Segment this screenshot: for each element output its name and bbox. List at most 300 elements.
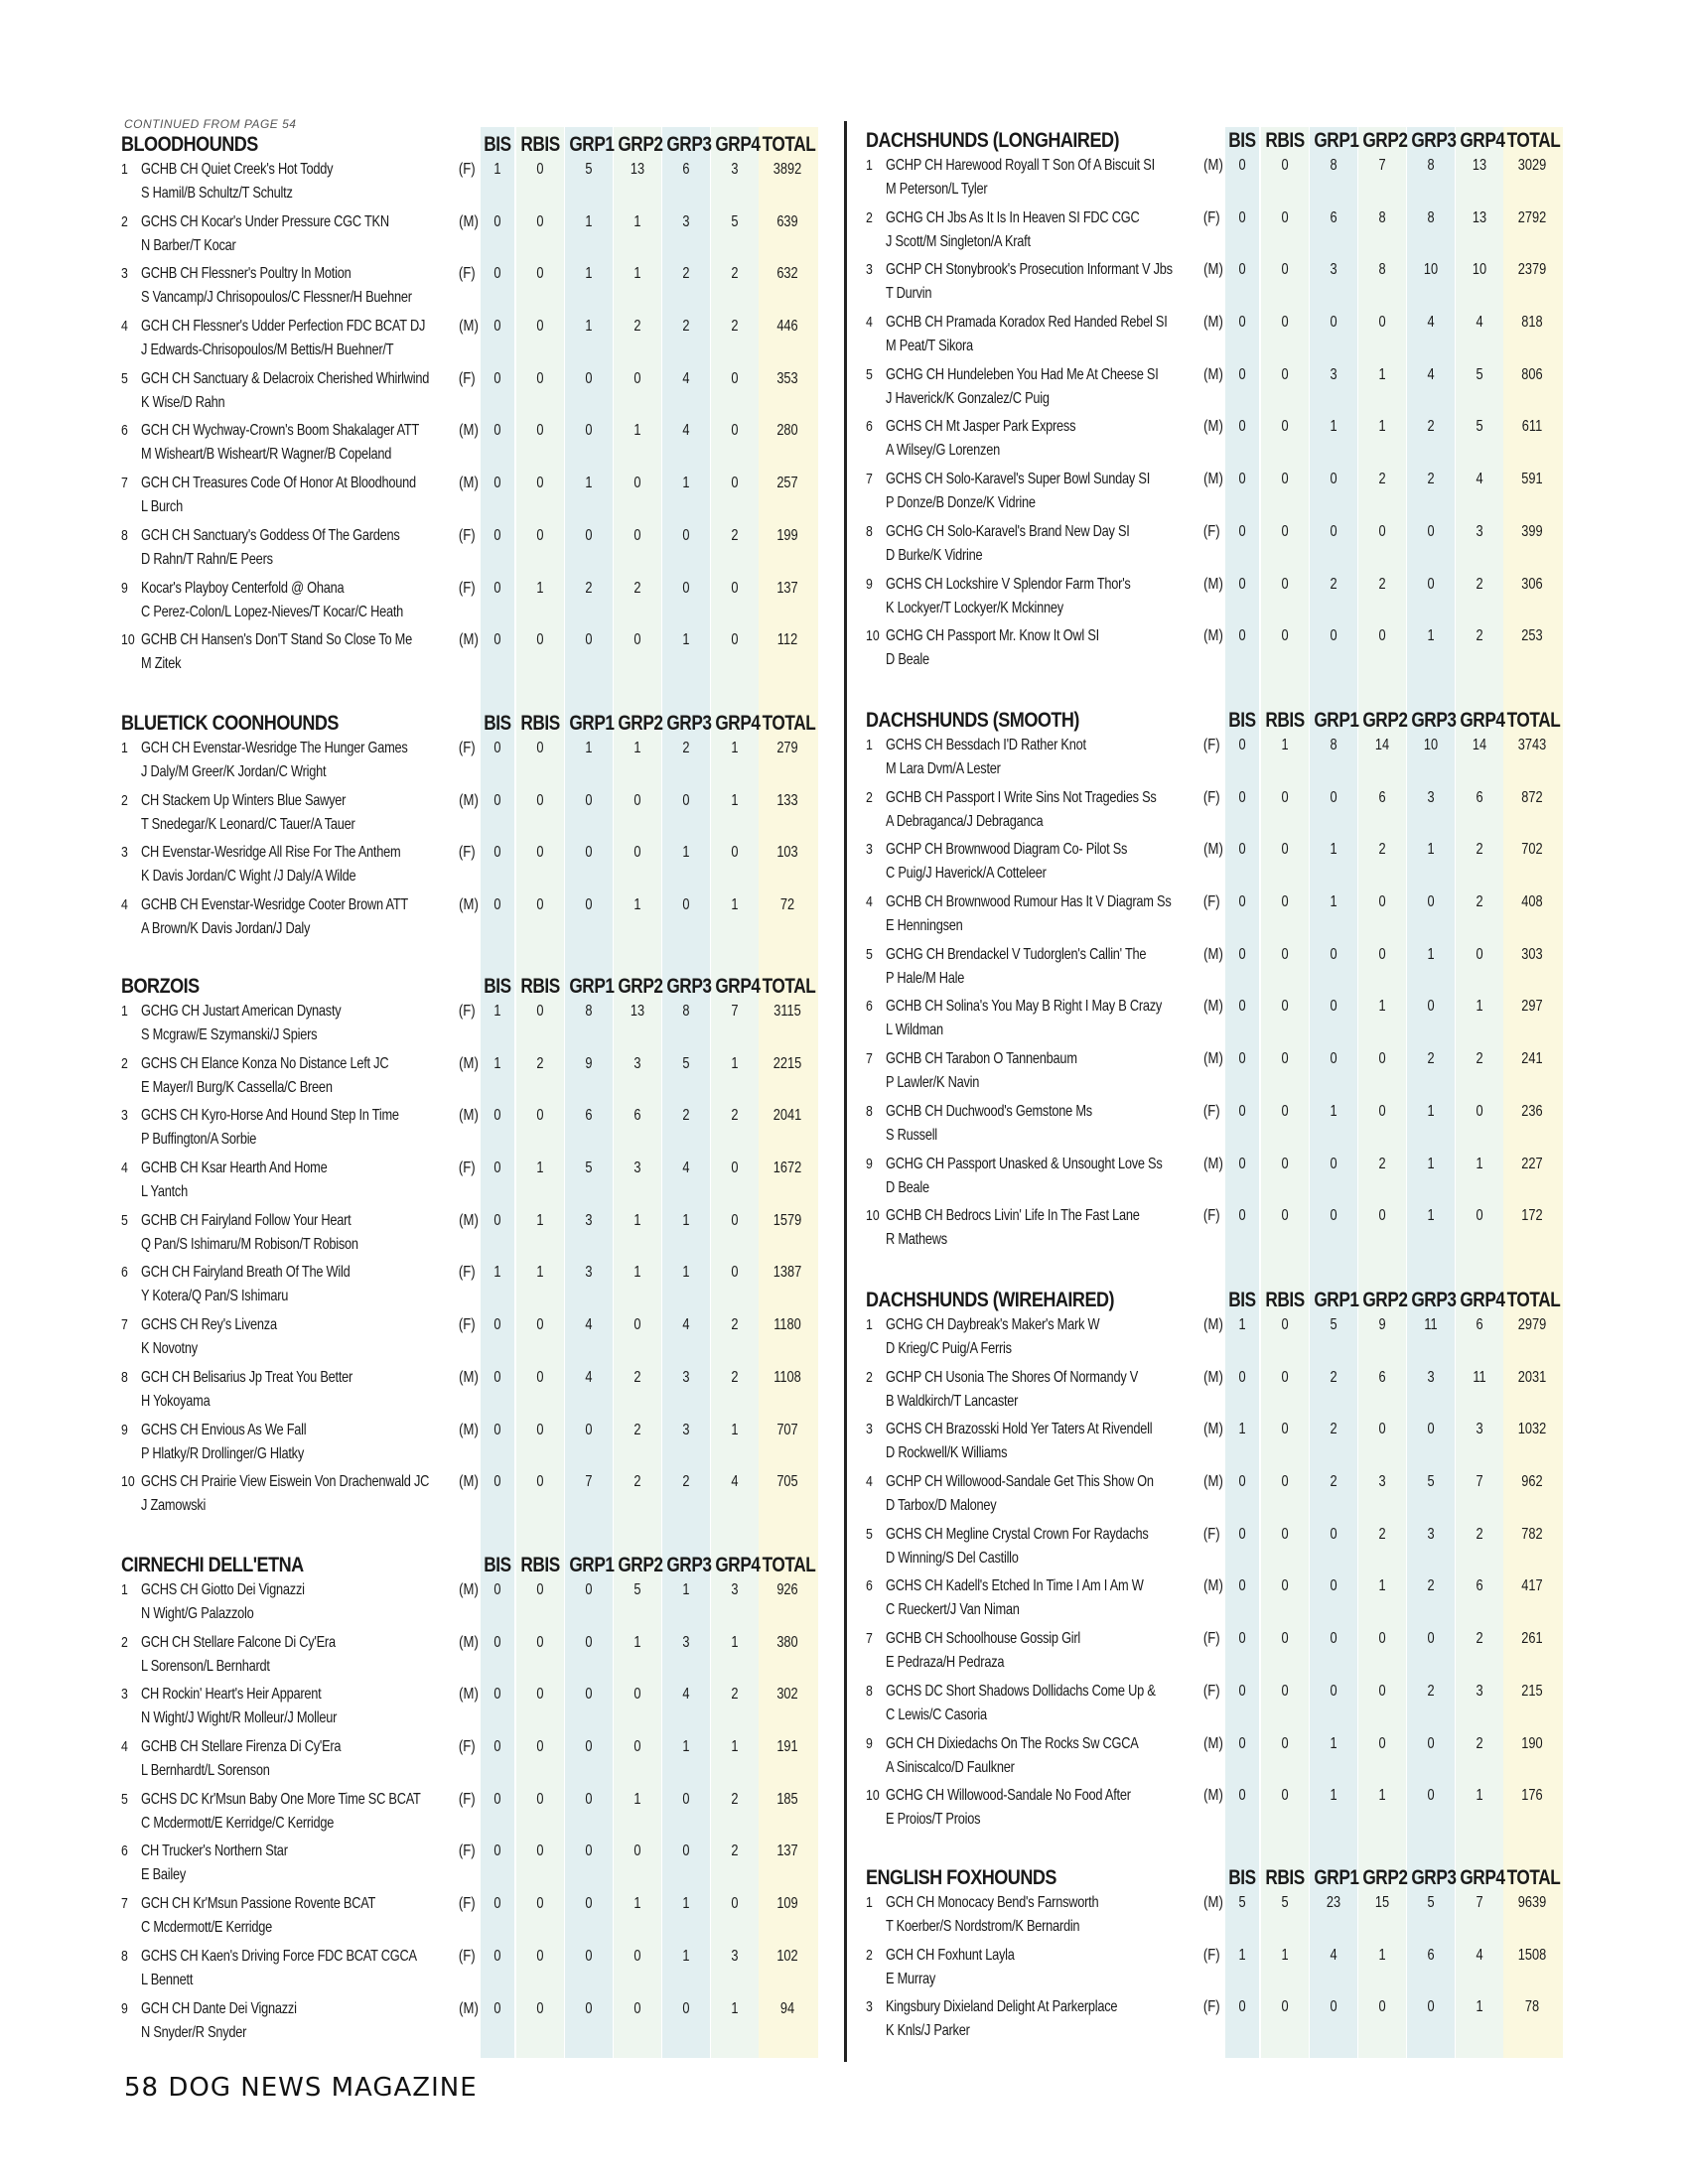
dog-sex: (F) [458,265,476,283]
stat-grp2: 2 [1378,575,1386,593]
stat-bis: 0 [493,1107,501,1125]
stat-bis: 0 [493,1686,501,1704]
stat-rbis: 0 [1281,1421,1289,1438]
stat-grp4: 2 [731,1790,739,1808]
stat-grp2: 8 [1378,261,1386,279]
stat-grp3: 1 [1427,1155,1435,1172]
stat-rbis: 0 [536,475,544,492]
stat-grp3: 8 [682,1003,690,1020]
ranking-row [121,1948,821,2000]
stat-bis: 0 [1238,471,1246,488]
stat-grp2: 7 [1378,157,1386,174]
ranking-row [121,1581,821,1634]
stat-bis: 0 [1238,1998,1246,2016]
ranking-row [866,418,1566,471]
stat-grp3: 2 [682,318,690,336]
dog-name: GCHS CH Envious As We Fall [141,1421,307,1438]
stat-bis: 0 [1238,627,1246,645]
stat-bis: 0 [493,1473,501,1491]
dog-name: GCHP CH Usonia The Shores Of Normandy V [886,1368,1139,1386]
stat-bis: 0 [1238,788,1246,806]
stat-total: 176 [1521,1787,1543,1805]
stat-grp4: 3 [731,1581,739,1598]
stat-total: 2031 [1517,1368,1547,1386]
dog-name: GCHB CH Fairyland Follow Your Heart [141,1211,352,1229]
ranking-row [866,1050,1566,1103]
stat-grp2: 1 [1378,1787,1386,1805]
owner-names: N Wight/J Wight/R Molleur/J Molleur [141,1709,338,1727]
stat-grp2: 15 [1374,1894,1390,1911]
stat-rbis: 0 [536,265,544,283]
dog-name: GCHG CH Brendackel V Tudorglen's Callin' The [886,945,1147,963]
stat-grp4: 2 [1476,1525,1483,1543]
stat-grp1: 6 [1330,208,1337,226]
stat-total: 1508 [1517,1946,1547,1964]
owner-names: M Zitek [141,655,182,673]
stat-grp2: 0 [633,369,641,387]
dog-sex: (F) [1202,893,1220,911]
column-header-grp1: GRP1 [1314,709,1359,732]
ranking-row [121,740,821,792]
owner-names: T Snedegar/K Leonard/C Tauer/A Tauer [141,815,355,833]
stat-grp3: 3 [1427,1368,1435,1386]
continued-note: CONTINUED FROM PAGE 54 [124,117,297,131]
column-header-grp4: GRP4 [1460,709,1505,732]
dog-sex: (M) [1203,1421,1223,1438]
ranking-row [866,1735,1566,1788]
stat-grp3: 11 [1424,1316,1438,1333]
ranking-row [121,318,821,370]
column-header-grp4: GRP4 [1460,1289,1505,1311]
column-header-grp2: GRP2 [618,133,663,156]
rank-number: 2 [121,1054,128,1072]
stat-grp2: 2 [1378,1155,1386,1172]
stat-grp2: 1 [1378,365,1386,383]
ranking-row [866,1998,1566,2051]
owner-names: K Lockyer/T Lockyer/K Mckinney [886,599,1063,616]
dog-name: GCHB CH Pramada Koradox Red Handed Rebel SI [886,314,1168,332]
stat-grp4: 2 [731,1686,739,1704]
dog-sex: (M) [1203,841,1223,859]
dog-sex: (F) [458,1003,476,1020]
ranking-row [121,265,821,318]
column-header-bis: BIS [484,975,511,998]
stat-grp4: 2 [731,1368,739,1386]
stat-grp3: 2 [682,1473,690,1491]
stat-bis: 0 [493,1211,501,1229]
stat-grp3: 2 [682,1107,690,1125]
column-header-grp3: GRP3 [666,1554,712,1576]
stat-total: 1387 [773,1264,802,1282]
dog-sex: (F) [1202,208,1220,226]
stat-grp2: 2 [1378,841,1386,859]
dog-name: GCHS CH Prairie View Eiswein Von Drachenwald JC [141,1473,430,1491]
breed-header [121,710,821,740]
rank-number: 6 [121,1843,128,1860]
owner-names: N Wight/G Palazzolo [141,1605,254,1622]
rank-number: 8 [866,522,873,540]
ranking-row [866,576,1566,628]
ranking-row [866,209,1566,262]
stat-grp2: 0 [633,1686,641,1704]
rank-number: 4 [121,1738,128,1756]
stat-grp4: 1 [731,1421,739,1438]
dog-name: GCHS CH Kadell's Etched In Time I Am I Am W [886,1577,1144,1595]
stat-grp4: 0 [731,1264,739,1282]
dog-name: GCHS CH Megline Crystal Crown For Raydachs [886,1525,1149,1543]
stat-rbis: 1 [1281,1946,1289,1964]
dog-sex: (M) [459,1211,479,1229]
breed-section [866,1864,1566,2051]
column-header-grp1: GRP1 [569,133,615,156]
column-header-total: TOTAL [762,1554,816,1576]
owner-names: E Proios/T Proios [886,1811,981,1829]
stat-rbis: 0 [1281,1155,1289,1172]
stat-rbis: 0 [1281,893,1289,911]
ranking-row [866,946,1566,999]
stat-grp4: 10 [1472,261,1487,279]
stat-grp3: 1 [1427,945,1435,963]
stat-bis: 5 [1238,1894,1246,1911]
dog-sex: (F) [1202,522,1220,540]
column-header-rbis: RBIS [1265,129,1305,152]
rank-number: 6 [121,422,128,440]
stat-bis: 0 [1238,365,1246,383]
stat-grp4: 0 [731,844,739,862]
owner-names: D Winning/S Del Castillo [886,1549,1019,1567]
rank-number: 7 [121,1316,128,1334]
stat-rbis: 0 [536,1686,544,1704]
dog-sex: (M) [1203,1316,1223,1333]
stat-bis: 0 [493,1895,501,1913]
stat-grp2: 2 [1378,1525,1386,1543]
stat-grp2: 1 [633,896,641,914]
stat-grp1: 6 [585,1107,593,1125]
stat-total: 112 [776,631,798,649]
page-footer: 58 DOG NEWS MAGAZINE [124,2073,478,2103]
breed-section [121,1552,821,2052]
dog-name: GCH CH Treasures Code Of Honor At Bloodhound [141,475,416,492]
owner-names: K Novotny [141,1340,198,1358]
dog-sex: (M) [1203,1050,1223,1068]
owner-names: P Hlatky/R Drollinger/G Hlatky [141,1444,304,1462]
stat-grp2: 6 [1378,788,1386,806]
dog-name: GCH CH Flessner's Udder Perfection FDC BCAT DJ [141,318,426,336]
stat-grp4: 0 [731,1895,739,1913]
column-header-grp1: GRP1 [1314,1289,1359,1311]
stat-bis: 0 [493,1421,501,1438]
stat-grp3: 4 [1427,314,1435,332]
stat-total: 94 [779,1999,795,2017]
ranking-row [121,896,821,949]
stat-grp4: 0 [731,1160,739,1177]
stat-total: 103 [776,844,798,862]
breed-title: BORZOIS [121,975,200,998]
rank-number: 2 [866,788,873,806]
stat-grp1: 0 [1330,314,1337,332]
stat-rbis: 0 [1281,1102,1289,1120]
column-header-grp2: GRP2 [618,1554,663,1576]
ranking-row [866,261,1566,314]
stat-rbis: 0 [1281,1050,1289,1068]
column-header-grp2: GRP2 [1362,709,1408,732]
stat-grp2: 1 [633,212,641,230]
ranking-row [121,370,821,423]
rank-number: 5 [121,1211,128,1229]
rank-number: 1 [121,740,128,756]
stat-rbis: 0 [1281,788,1289,806]
dog-name: GCHS CH Kocar's Under Pressure CGC TKN [141,212,389,230]
stat-grp3: 3 [1427,788,1435,806]
dog-sex: (M) [459,896,479,914]
stat-grp2: 6 [633,1107,641,1125]
stat-grp4: 2 [731,318,739,336]
rank-number: 6 [866,1577,873,1595]
dog-sex: (M) [459,1107,479,1125]
stat-rbis: 0 [1281,1473,1289,1491]
ranking-row [121,1316,821,1369]
stat-rbis: 1 [536,1264,544,1282]
column-header-grp3: GRP3 [1411,709,1457,732]
stat-grp4: 5 [731,212,739,230]
rank-number: 1 [121,161,128,178]
dog-name: CH Stackem Up Winters Blue Sawyer [141,791,347,809]
stat-grp1: 0 [585,1633,593,1651]
ranking-row [121,422,821,475]
ranking-row [866,1316,1566,1369]
breed-header [121,131,821,161]
dog-sex: (M) [459,631,479,649]
stat-rbis: 1 [536,1211,544,1229]
ranking-row [121,1634,821,1687]
owner-names: E Pedraza/H Pedraza [886,1654,1005,1672]
stat-total: 962 [1521,1473,1543,1491]
stat-grp1: 1 [1330,1734,1337,1752]
dog-name: GCHG CH Daybreak's Maker's Mark W [886,1316,1100,1333]
stat-rbis: 0 [1281,998,1289,1016]
dog-sex: (F) [458,1738,476,1756]
ranking-row [866,1103,1566,1156]
stat-grp2: 0 [1378,522,1386,540]
stat-rbis: 0 [1281,1368,1289,1386]
stat-total: 257 [776,475,798,492]
column-header-rbis: RBIS [520,1554,560,1576]
stat-grp1: 4 [585,1368,593,1386]
stat-rbis: 0 [1281,522,1289,540]
stat-bis: 0 [1238,418,1246,436]
dog-name: GCHS CH Brazosski Hold Yer Taters At Rivendell [886,1421,1153,1438]
stat-grp1: 9 [585,1054,593,1072]
stat-grp2: 0 [633,1947,641,1965]
rank-number: 4 [866,1473,873,1491]
stat-grp3: 4 [682,1316,690,1334]
breed-header [866,707,1566,737]
stat-total: 702 [1521,841,1543,859]
stat-grp2: 0 [633,631,641,649]
dog-name: GCHP CH Willowood-Sandale Get This Show On [886,1473,1154,1491]
owner-names: B Waldkirch/T Lancaster [886,1392,1019,1410]
ranking-row [121,1791,821,1843]
dog-sex: (F) [458,1160,476,1177]
stat-grp2: 0 [1378,1734,1386,1752]
column-header-grp1: GRP1 [1314,129,1359,152]
stat-bis: 1 [1238,1421,1246,1438]
stat-grp1: 0 [1330,471,1337,488]
ranking-row [121,1369,821,1422]
stat-grp2: 0 [1378,314,1386,332]
stat-grp2: 0 [633,791,641,809]
stat-total: 137 [776,579,798,597]
stat-grp3: 1 [682,1738,690,1756]
owner-names: S Mcgraw/E Szymanski/J Spiers [141,1026,318,1043]
dog-name: GCH CH Stellare Falcone Di Cy'Era [141,1633,336,1651]
column-header-grp3: GRP3 [666,133,712,156]
stat-rbis: 1 [536,1160,544,1177]
dog-name: GCH CH Evenstar-Wesridge The Hunger Games [141,740,408,756]
stat-grp3: 0 [1427,998,1435,1016]
stat-grp1: 0 [1330,627,1337,645]
stat-bis: 0 [493,369,501,387]
stat-grp1: 1 [585,318,593,336]
stat-grp1: 0 [585,1999,593,2017]
stat-total: 1032 [1517,1421,1547,1438]
stat-rbis: 0 [1281,471,1289,488]
stat-grp4: 6 [1476,1316,1483,1333]
stat-grp2: 0 [1378,1421,1386,1438]
stat-grp1: 1 [585,212,593,230]
dog-name: GCH CH Foxhunt Layla [886,1946,1015,1964]
stat-grp4: 2 [1476,1050,1483,1068]
owner-names: M Peat/T Sikora [886,338,973,355]
dog-sex: (M) [1203,1894,1223,1911]
owner-names: E Mayer/I Burg/K Cassella/C Breen [141,1078,333,1096]
owner-names: P Buffington/A Sorbie [141,1131,257,1149]
stat-grp1: 1 [585,265,593,283]
dog-name: GCH CH Fairyland Breath Of The Wild [141,1264,351,1282]
owner-names: J Scott/M Singleton/A Kraft [886,232,1031,250]
stat-grp3: 1 [682,844,690,862]
stat-grp2: 1 [1378,1577,1386,1595]
stat-grp3: 0 [682,1843,690,1860]
ranking-row [121,1895,821,1948]
stat-grp1: 1 [1330,1787,1337,1805]
stat-total: 253 [1521,627,1543,645]
breed-section [121,131,821,684]
owner-names: M Lara Dvm/A Lester [886,760,1001,777]
stat-grp1: 2 [1330,1473,1337,1491]
owner-names: P Hale/M Hale [886,969,965,987]
stat-grp1: 1 [1330,841,1337,859]
column-header-grp1: GRP1 [569,712,615,735]
breed-header [121,1552,821,1581]
left-column [121,0,821,2065]
stat-grp4: 3 [731,161,739,178]
dog-sex: (F) [1202,737,1220,753]
ranking-row [121,631,821,684]
stat-total: 3115 [774,1003,801,1020]
stat-grp2: 0 [633,526,641,544]
stat-grp2: 0 [633,475,641,492]
ranking-row [866,366,1566,419]
stat-total: 632 [776,265,798,283]
stat-grp1: 0 [585,1686,593,1704]
stat-grp3: 1 [682,1895,690,1913]
stat-grp3: 5 [682,1054,690,1072]
stat-total: 591 [1521,471,1543,488]
dog-sex: (F) [1202,1998,1220,2016]
stat-grp4: 4 [1476,1946,1483,1964]
breed-title: BLUETICK COONHOUNDS [121,712,339,735]
stat-bis: 0 [493,212,501,230]
stat-rbis: 0 [536,631,544,649]
dog-name: GCHP CH Harewood Royall T Son Of A Biscuit SI [886,157,1155,174]
stat-grp3: 4 [682,422,690,440]
stat-total: 109 [776,1895,798,1913]
stat-grp2: 1 [1378,998,1386,1016]
column-header-grp2: GRP2 [1362,129,1408,152]
stat-rbis: 0 [1281,365,1289,383]
stat-grp1: 0 [1330,1577,1337,1595]
owner-names: T Koerber/S Nordstrom/K Bernardin [886,1918,1080,1935]
ranking-row [121,1738,821,1791]
stat-bis: 1 [1238,1316,1246,1333]
stat-rbis: 0 [1281,1682,1289,1700]
stat-grp3: 3 [682,1368,690,1386]
stat-bis: 1 [493,1054,501,1072]
column-header-rbis: RBIS [520,133,560,156]
ranking-row [866,314,1566,366]
stat-grp4: 0 [1476,1102,1483,1120]
stat-rbis: 0 [536,161,544,178]
ranking-row [866,737,1566,789]
stat-grp2: 0 [633,1738,641,1756]
column-header-rbis: RBIS [1265,1289,1305,1311]
dog-name: GCHS CH Elance Konza No Distance Left JC [141,1054,389,1072]
dog-sex: (M) [459,212,479,230]
stat-grp2: 0 [1378,1682,1386,1700]
ranking-row [866,1369,1566,1422]
ranking-row [121,213,821,266]
ranking-row [121,1055,821,1108]
owner-names: C Mcdermott/E Kerridge/C Kerridge [141,1814,335,1832]
stat-grp1: 0 [1330,1630,1337,1648]
owner-names: T Durvin [886,285,932,303]
stat-grp3: 1 [682,1947,690,1965]
stat-rbis: 0 [536,791,544,809]
stat-grp1: 0 [1330,1525,1337,1543]
ranking-row [121,161,821,213]
stat-rbis: 0 [1281,1787,1289,1805]
stat-rbis: 0 [536,1843,544,1860]
breed-title: BLOODHOUNDS [121,133,258,156]
column-header-total: TOTAL [762,133,816,156]
rank-number: 2 [121,791,128,809]
stat-rbis: 0 [1281,208,1289,226]
stat-grp1: 0 [585,1790,593,1808]
stat-grp2: 1 [633,1211,641,1229]
dog-sex: (F) [458,161,476,178]
owner-names: L Wildman [886,1022,943,1039]
stat-grp1: 0 [1330,1207,1337,1225]
stat-grp2: 0 [1378,627,1386,645]
dog-name: GCHB CH Tarabon O Tannenbaum [886,1050,1077,1068]
rank-number: 8 [121,1368,128,1386]
stat-grp2: 1 [1378,418,1386,436]
dog-sex: (M) [1203,575,1223,593]
stat-total: 199 [776,526,798,544]
owner-names: M Peterson/L Tyler [886,181,988,198]
owner-names: D Burke/K Vidrine [886,546,983,564]
